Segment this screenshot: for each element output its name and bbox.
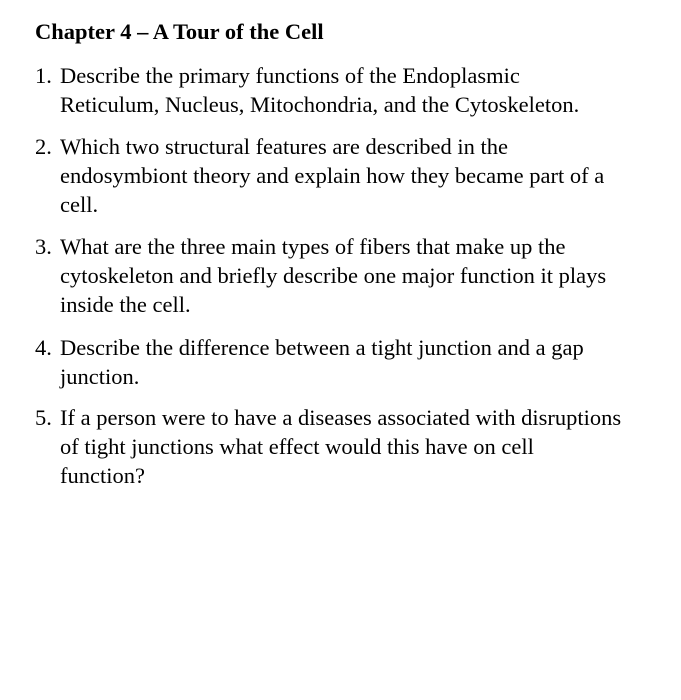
question-number: 5. bbox=[35, 405, 52, 430]
question-line: function? bbox=[60, 463, 145, 488]
question-2 bbox=[35, 132, 677, 219]
question-3 bbox=[35, 232, 677, 319]
question-line: endosymbiont theory and explain how they became part of a bbox=[60, 163, 605, 188]
question-number: 2. bbox=[35, 134, 52, 159]
question-line: inside the cell. bbox=[60, 292, 191, 317]
question-line: Describe the difference between a tight junction and a gap bbox=[60, 335, 584, 360]
question-4 bbox=[35, 333, 677, 391]
question-line: What are the three main types of fibers that make up the bbox=[60, 234, 566, 259]
question-line: If a person were to have a diseases associated with disruptions bbox=[60, 405, 622, 430]
chapter-title: Chapter 4 – A Tour of the Cell bbox=[35, 19, 324, 44]
question-5 bbox=[35, 403, 677, 490]
question-line: of tight junctions what effect would this have on cell bbox=[60, 434, 534, 459]
question-text bbox=[60, 232, 677, 319]
question-1 bbox=[35, 61, 677, 119]
question-text bbox=[60, 333, 677, 391]
question-number: 4. bbox=[35, 335, 52, 360]
question-number: 1. bbox=[35, 63, 52, 88]
question-text bbox=[60, 132, 677, 219]
question-text bbox=[60, 403, 677, 490]
question-line: junction. bbox=[60, 364, 140, 389]
question-text bbox=[60, 61, 677, 119]
question-line: Describe the primary functions of the Endoplasmic bbox=[60, 63, 520, 88]
question-line: Reticulum, Nucleus, Mitochondria, and the Cytoskeleton. bbox=[60, 92, 580, 117]
question-number: 3. bbox=[35, 234, 52, 259]
question-line: cell. bbox=[60, 192, 99, 217]
question-line: Which two structural features are described in the bbox=[60, 134, 508, 159]
question-line: cytoskeleton and briefly describe one major function it plays bbox=[60, 263, 607, 288]
